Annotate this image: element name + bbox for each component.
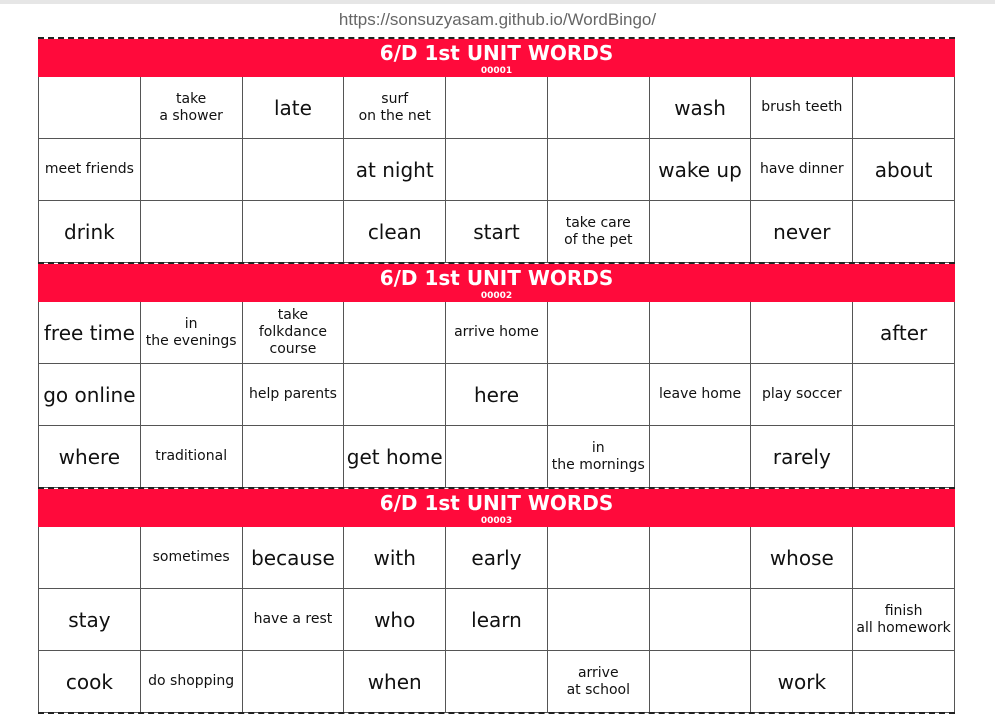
bingo-cell: surf on the net bbox=[344, 77, 446, 139]
bingo-card bbox=[38, 37, 955, 263]
bingo-cell bbox=[650, 302, 752, 364]
bingo-cell: drink bbox=[39, 201, 141, 263]
bingo-cell bbox=[141, 364, 243, 426]
bingo-cell bbox=[141, 139, 243, 201]
bingo-cell: where bbox=[39, 426, 141, 488]
bingo-cell bbox=[751, 302, 853, 364]
bingo-cell: get home bbox=[344, 426, 446, 488]
bingo-cell bbox=[344, 302, 446, 364]
bingo-cell: about bbox=[853, 139, 955, 201]
card-header bbox=[38, 489, 955, 527]
card-number: 00003 bbox=[480, 516, 513, 526]
bingo-grid bbox=[38, 77, 955, 263]
bingo-cell bbox=[243, 139, 345, 201]
bingo-cell bbox=[853, 77, 955, 139]
bingo-grid bbox=[38, 302, 955, 488]
bingo-cell bbox=[446, 426, 548, 488]
bingo-grid bbox=[38, 527, 955, 713]
bingo-cell bbox=[446, 139, 548, 201]
bingo-cell bbox=[853, 426, 955, 488]
bingo-cell bbox=[39, 527, 141, 589]
bingo-cell bbox=[650, 527, 752, 589]
bingo-cell: cook bbox=[39, 651, 141, 713]
bingo-cell: stay bbox=[39, 589, 141, 651]
bingo-cell: start bbox=[446, 201, 548, 263]
bingo-cell: play soccer bbox=[751, 364, 853, 426]
bingo-cell bbox=[650, 201, 752, 263]
bingo-cell: take folkdance course bbox=[243, 302, 345, 364]
bingo-cell: wash bbox=[650, 77, 752, 139]
bingo-cell: have dinner bbox=[751, 139, 853, 201]
bingo-cell bbox=[548, 139, 650, 201]
bingo-cell bbox=[141, 589, 243, 651]
bingo-cell: at night bbox=[344, 139, 446, 201]
bingo-cell: arrive at school bbox=[548, 651, 650, 713]
bingo-cell: learn bbox=[446, 589, 548, 651]
bingo-cell bbox=[853, 364, 955, 426]
bingo-cell: here bbox=[446, 364, 548, 426]
bingo-cell: in the evenings bbox=[141, 302, 243, 364]
bingo-cell bbox=[548, 77, 650, 139]
bingo-cell bbox=[548, 364, 650, 426]
bingo-cell: who bbox=[344, 589, 446, 651]
cut-line bbox=[38, 712, 955, 714]
bingo-cell: free time bbox=[39, 302, 141, 364]
bingo-cell: take care of the pet bbox=[548, 201, 650, 263]
card-title: 6/D 1st UNIT WORDS bbox=[379, 491, 614, 515]
bingo-cell: because bbox=[243, 527, 345, 589]
bingo-cell: rarely bbox=[751, 426, 853, 488]
bingo-cell bbox=[853, 201, 955, 263]
bingo-cell bbox=[853, 527, 955, 589]
bingo-cell bbox=[39, 77, 141, 139]
bingo-cell: leave home bbox=[650, 364, 752, 426]
bingo-cell bbox=[243, 201, 345, 263]
bingo-cell bbox=[446, 77, 548, 139]
bingo-card bbox=[38, 262, 955, 488]
card-header bbox=[38, 264, 955, 302]
card-title: 6/D 1st UNIT WORDS bbox=[379, 41, 614, 65]
bingo-cell: with bbox=[344, 527, 446, 589]
bingo-cell bbox=[243, 651, 345, 713]
bingo-cell: traditional bbox=[141, 426, 243, 488]
bingo-cell: have a rest bbox=[243, 589, 345, 651]
browser-top-border bbox=[0, 0, 995, 4]
bingo-cell: in the mornings bbox=[548, 426, 650, 488]
bingo-cell: work bbox=[751, 651, 853, 713]
bingo-cell: clean bbox=[344, 201, 446, 263]
bingo-cell: take a shower bbox=[141, 77, 243, 139]
card-number: 00002 bbox=[480, 291, 513, 301]
bingo-cell: go online bbox=[39, 364, 141, 426]
bingo-cell: after bbox=[853, 302, 955, 364]
bingo-cell: sometimes bbox=[141, 527, 243, 589]
bingo-cell bbox=[650, 589, 752, 651]
bingo-cell bbox=[446, 651, 548, 713]
card-number: 00001 bbox=[480, 66, 513, 76]
bingo-cell: help parents bbox=[243, 364, 345, 426]
bingo-cell: meet friends bbox=[39, 139, 141, 201]
bingo-cell: late bbox=[243, 77, 345, 139]
bingo-cell: finish all homework bbox=[853, 589, 955, 651]
bingo-cell bbox=[751, 589, 853, 651]
bingo-cell: brush teeth bbox=[751, 77, 853, 139]
bingo-cell bbox=[650, 426, 752, 488]
bingo-cell bbox=[548, 302, 650, 364]
page-url: https://sonsuzyasam.github.io/WordBingo/ bbox=[338, 10, 657, 29]
card-header bbox=[38, 39, 955, 77]
bingo-cell bbox=[243, 426, 345, 488]
bingo-cell bbox=[853, 651, 955, 713]
bingo-cell bbox=[548, 589, 650, 651]
bingo-cell: when bbox=[344, 651, 446, 713]
bingo-cell: arrive home bbox=[446, 302, 548, 364]
bingo-cell bbox=[141, 201, 243, 263]
bingo-cell: never bbox=[751, 201, 853, 263]
bingo-cell: do shopping bbox=[141, 651, 243, 713]
bingo-cell bbox=[344, 364, 446, 426]
card-title: 6/D 1st UNIT WORDS bbox=[379, 266, 614, 290]
bingo-cell: early bbox=[446, 527, 548, 589]
bingo-cell bbox=[650, 651, 752, 713]
bingo-card bbox=[38, 487, 955, 713]
bingo-cell: whose bbox=[751, 527, 853, 589]
bingo-cell bbox=[548, 527, 650, 589]
bingo-cell: wake up bbox=[650, 139, 752, 201]
